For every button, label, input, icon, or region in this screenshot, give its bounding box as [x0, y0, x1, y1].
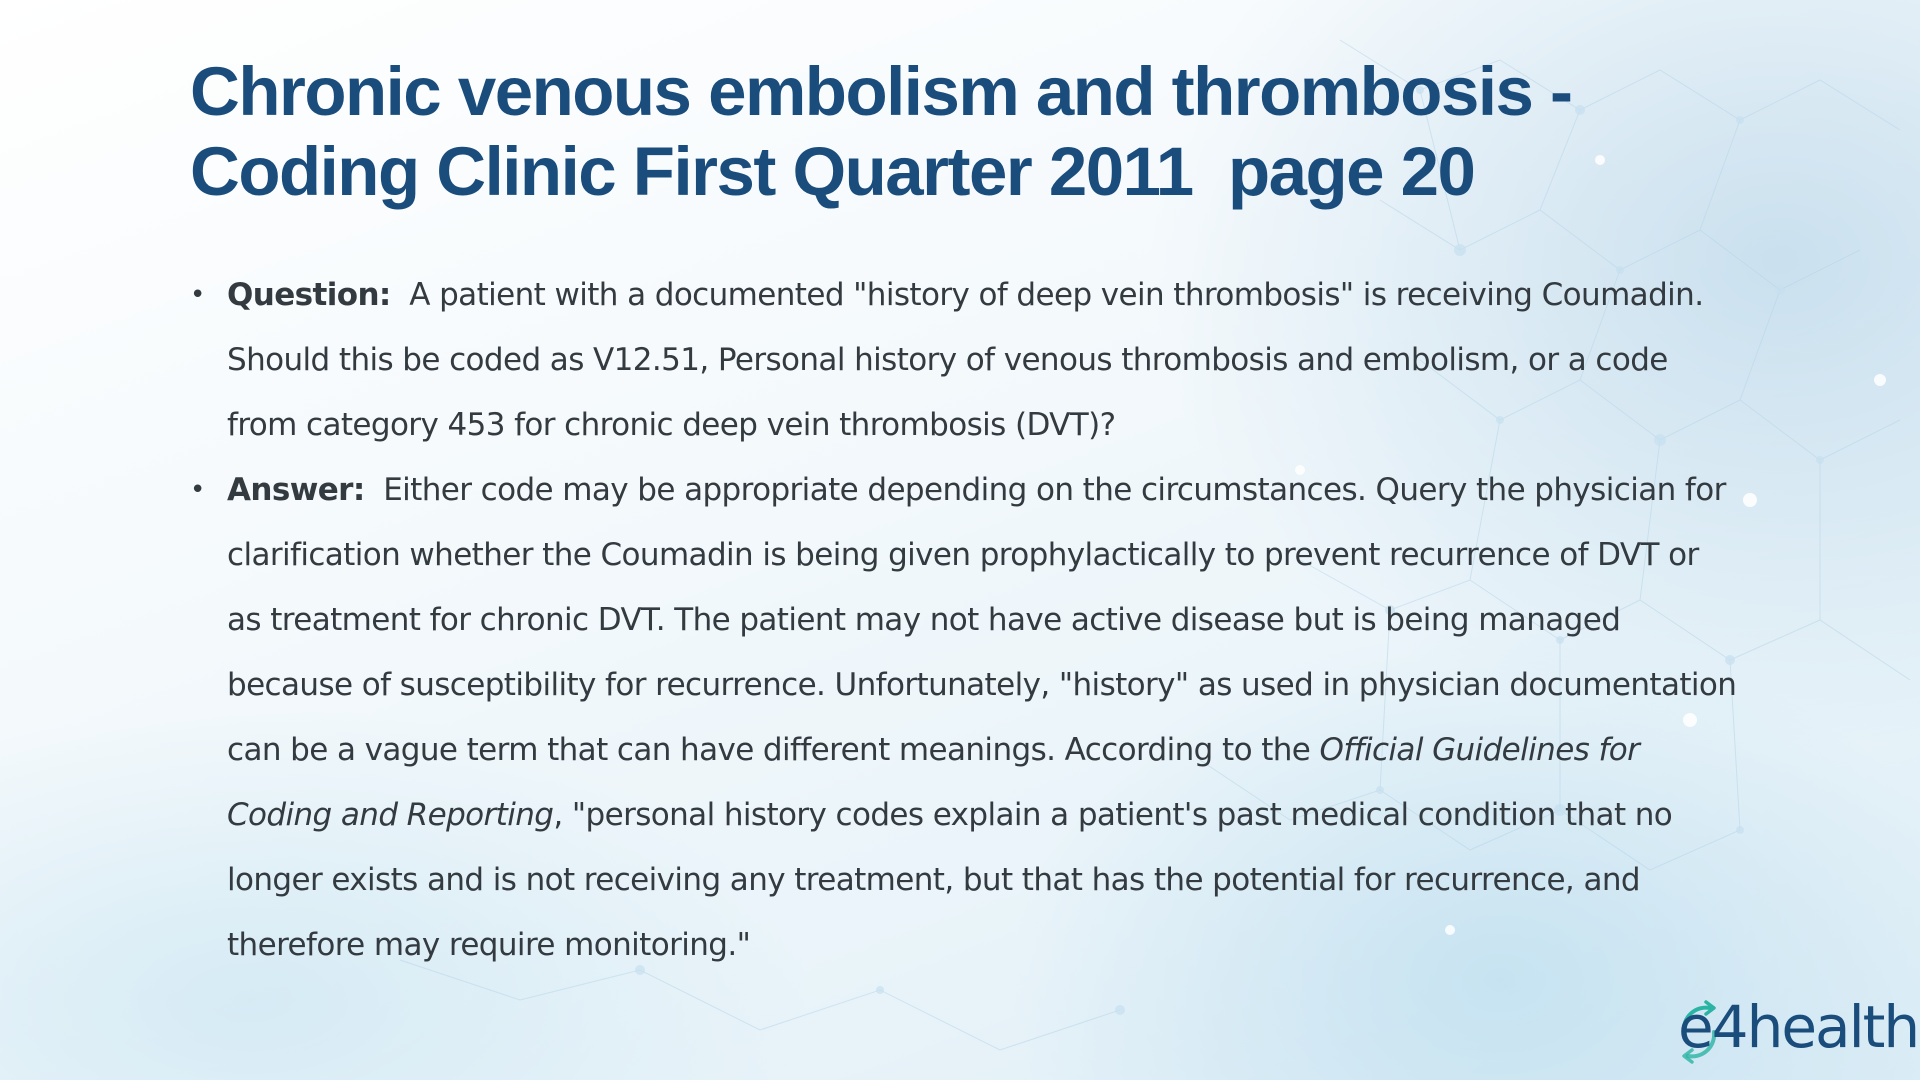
question-label: Question:: [227, 277, 391, 313]
bullet-list: [190, 263, 1740, 978]
title-line-2: Coding Clinic First Quarter 2011 page 20: [190, 133, 1475, 210]
bullet-dot-icon: •: [190, 280, 205, 310]
question-text: A patient with a documented "history of deep vein thrombosis" is receiving Coumadin. Should this be coded as V12.51, Personal history of venous thrombosis and embolism, or a code from category 453 for chronic deep vein thrombosis (DVT)?: [227, 277, 1704, 443]
logo-wordmark: e4health: [1678, 993, 1919, 1061]
title-line-1: Chronic venous embolism and thrombosis -: [190, 53, 1572, 130]
slide-title: [190, 52, 1750, 212]
e4health-logo: [1670, 992, 1919, 1064]
bullet-answer: [190, 458, 1740, 978]
bullet-question: [190, 263, 1740, 458]
answer-text-part-1: Either code may be appropriate depending on the circumstances. Query the physician for clarification whether the Coumadin is being given prophylactically to prevent recurrence of DVT or as treatment for chronic DVT. The patient may not have active disease but is being managed because of susceptibility for recurrence. Unfortunately, "history" as used in physician documentation can be a vague term that can have different meanings. According to the: [227, 472, 1737, 768]
answer-text-part-2: , "personal history codes explain a patient's past medical condition that no longer exists and is not receiving any treatment, but that has the potential for recurrence, and therefore may require monitoring.": [227, 797, 1673, 963]
answer-label: Answer:: [227, 472, 365, 508]
bullet-dot-icon: •: [190, 475, 205, 505]
guidelines-title: Official Guidelines for Coding and Reporting: [227, 732, 1640, 833]
